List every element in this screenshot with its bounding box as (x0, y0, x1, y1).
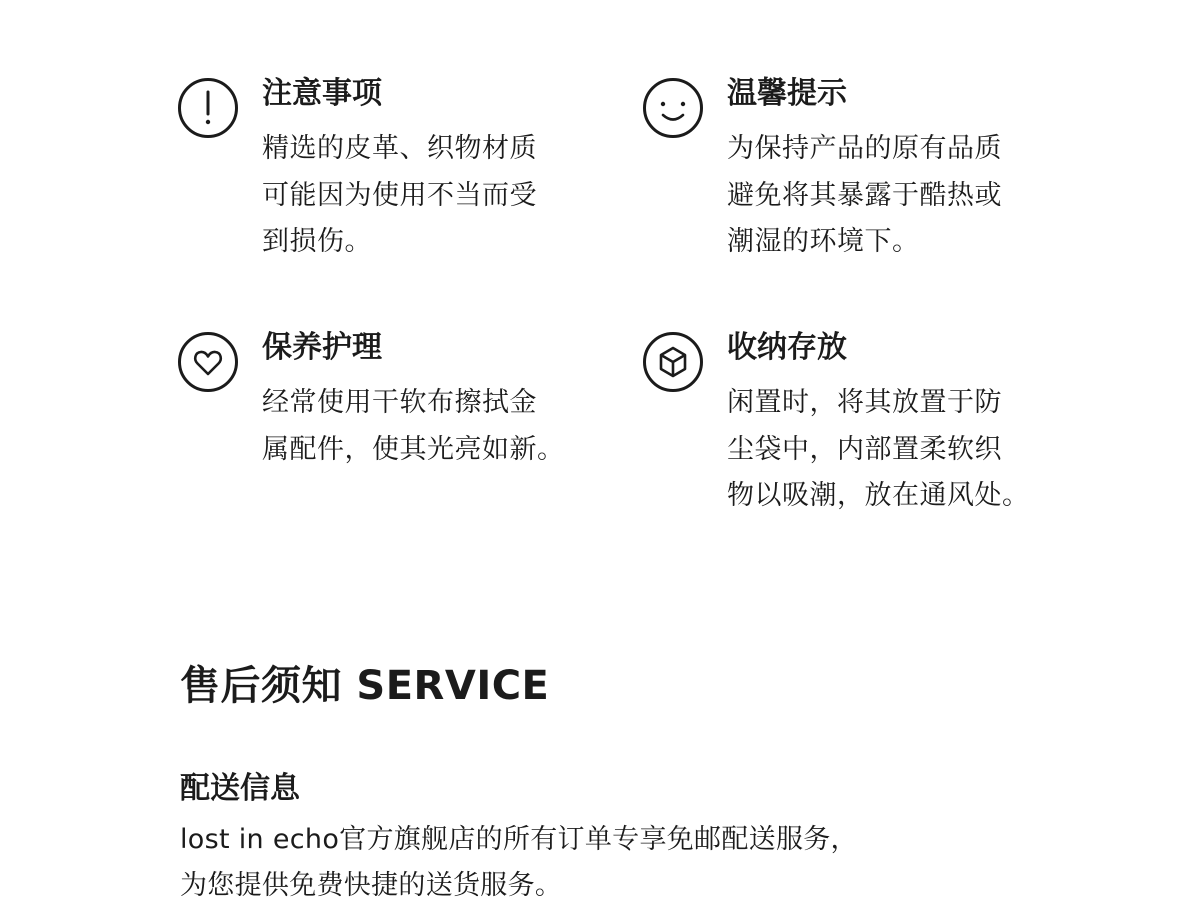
care-item-description (727, 380, 1030, 520)
delivery-info-title: 配送信息 (180, 771, 300, 806)
care-item-line: 尘袋中，内部置柔软织 (727, 433, 1002, 465)
previous-section-heading-fragment (180, 0, 193, 6)
care-item-line: 可能因为使用不当而受 (262, 179, 537, 211)
care-item-description (262, 380, 565, 473)
delivery-info-line: 为您提供免费快捷的送货服务。 (180, 870, 563, 900)
care-item-line: 潮湿的环境下。 (727, 226, 920, 257)
care-item-title: 收纳存放 (727, 330, 847, 365)
delivery-info-text (180, 817, 858, 900)
care-item-title: 保养护理 (262, 330, 382, 365)
care-item-line: 经常使用干软布擦拭金 (262, 387, 537, 418)
care-item-line: 精选的皮革、织物材质 (262, 133, 537, 164)
care-item-line: 为保持产品的原有品质 (727, 133, 1002, 164)
box-icon (643, 332, 703, 392)
care-item-line: 闲置时，将其放置于防 (727, 387, 1002, 418)
delivery-info-line: lost in echo官方旗舰店的所有订单专享免邮配送服务， (180, 824, 858, 855)
heart-icon (178, 332, 238, 392)
care-item-title: 温馨提示 (727, 76, 847, 111)
care-item-description (262, 126, 537, 266)
service-section-heading: 售后须知 SERVICE (180, 663, 550, 709)
care-item-line: 到损伤。 (262, 226, 372, 257)
care-item-description (727, 126, 1002, 266)
care-item-line: 物以吸潮，放在通风处。 (727, 480, 1030, 511)
smiley-icon (643, 78, 703, 138)
care-item-line: 避免将其暴露于酷热或 (727, 179, 1002, 211)
exclamation-icon (178, 78, 238, 138)
care-item-title: 注意事项 (262, 76, 382, 111)
care-item-line: 属配件，使其光亮如新。 (262, 433, 565, 465)
